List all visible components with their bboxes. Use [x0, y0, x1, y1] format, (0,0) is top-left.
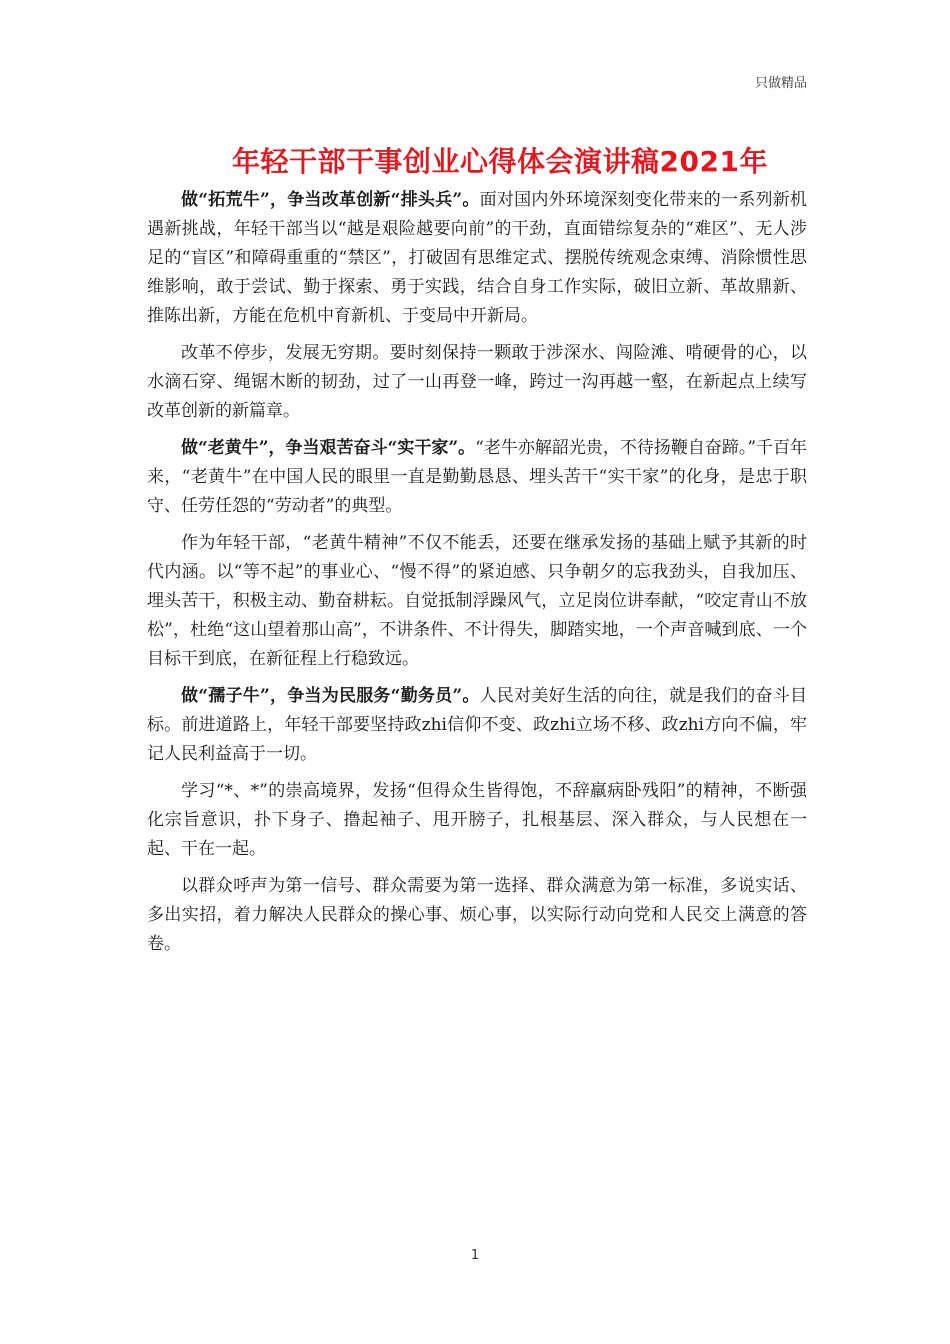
paragraph-3 — [147, 434, 807, 521]
header-note: 只做精品 — [754, 76, 807, 91]
paragraph-5 — [147, 682, 807, 769]
page-number: 1 — [470, 1248, 480, 1263]
document-body — [147, 186, 807, 967]
paragraph-5-lead: 做“孺子牛”，争当为民服务“勤务员”。 — [181, 686, 480, 706]
paragraph-3-lead: 做“老黄牛”，争当艰苦奋斗“实干家”。 — [181, 438, 476, 458]
document-title: 年轻干部干事创业心得体会演讲稿2021年 — [232, 145, 768, 178]
paragraph-4 — [147, 529, 807, 674]
paragraph-2 — [147, 339, 807, 426]
paragraph-5-text: 人民对美好生活的向往，就是我们的奋斗目标。前进道路上，年轻干部要坚持政zhi信仰不变、政zhi立场不移、政zhi方向不偏，牢记人民利益高于一切。 — [147, 686, 807, 764]
paragraph-1-lead: 做“拓荒牛”，争当改革创新“排头兵”。 — [181, 190, 480, 210]
paragraph-3-text: “老牛亦解韶光贵，不待扬鞭自奋蹄。”千百年来，“老黄牛”在中国人民的眼里一直是勤勤恳恳、埋头苦干“实干家”的化身，是忠于职守、任劳任怨的“劳动者”的典型。 — [147, 438, 808, 516]
paragraph-1-text: 面对国内外环境深刻变化带来的一系列新机遇新挑战，年轻干部当以“越是艰险越要向前”的干劲，直面错综复杂的“难区”、无人涉足的“盲区”和障碍重重的“禁区”，打破固有思维定式、摆脱传统观念束缚、消除惯性思维影响，敢于尝试、勤于探索、勇于实践，结合自身工作实际，破旧立新、革故鼎新、推陈出新，方能在危机中育新机、于变局中开新局。 — [147, 190, 807, 326]
paragraph-2-text: 改革不停步，发展无穷期。要时刻保持一颗敢于涉深水、闯险滩、啃硬骨的心，以水滴石穿、绳锯木断的韧劲，过了一山再登一峰，跨过一沟再越一壑，在新起点上续写改革创新的新篇章。 — [147, 343, 807, 421]
paragraph-6 — [147, 777, 807, 864]
paragraph-4-text: 作为年轻干部，“老黄牛精神”不仅不能丢，还要在继承发扬的基础上赋予其新的时代内涵。以“等不起”的事业心、“慢不得”的紧迫感、只争朝夕的忘我劲头，自我加压、埋头苦干，积极主动、勤奋耕耘。自觉抵制浮躁风气，立足岗位讲奉献，“咬定青山不放松”，杜绝“这山望着那山高”，不讲条件、不计得失，脚踏实地，一个声音喊到底、一个目标干到底，在新征程上行稳致远。 — [147, 533, 807, 669]
paragraph-7 — [147, 872, 807, 959]
paragraph-1 — [147, 186, 807, 331]
paragraph-6-text: 学习“*、*”的崇高境界，发扬“但得众生皆得饱，不辞羸病卧残阳”的精神，不断强化宗旨意识，扑下身子、撸起袖子、甩开膀子，扎根基层、深入群众，与人民想在一起、干在一起。 — [147, 781, 807, 859]
paragraph-7-text: 以群众呼声为第一信号、群众需要为第一选择、群众满意为第一标准，多说实话、多出实招，着力解决人民群众的操心事、烦心事，以实际行动向党和人民交上满意的答卷。 — [147, 876, 807, 954]
